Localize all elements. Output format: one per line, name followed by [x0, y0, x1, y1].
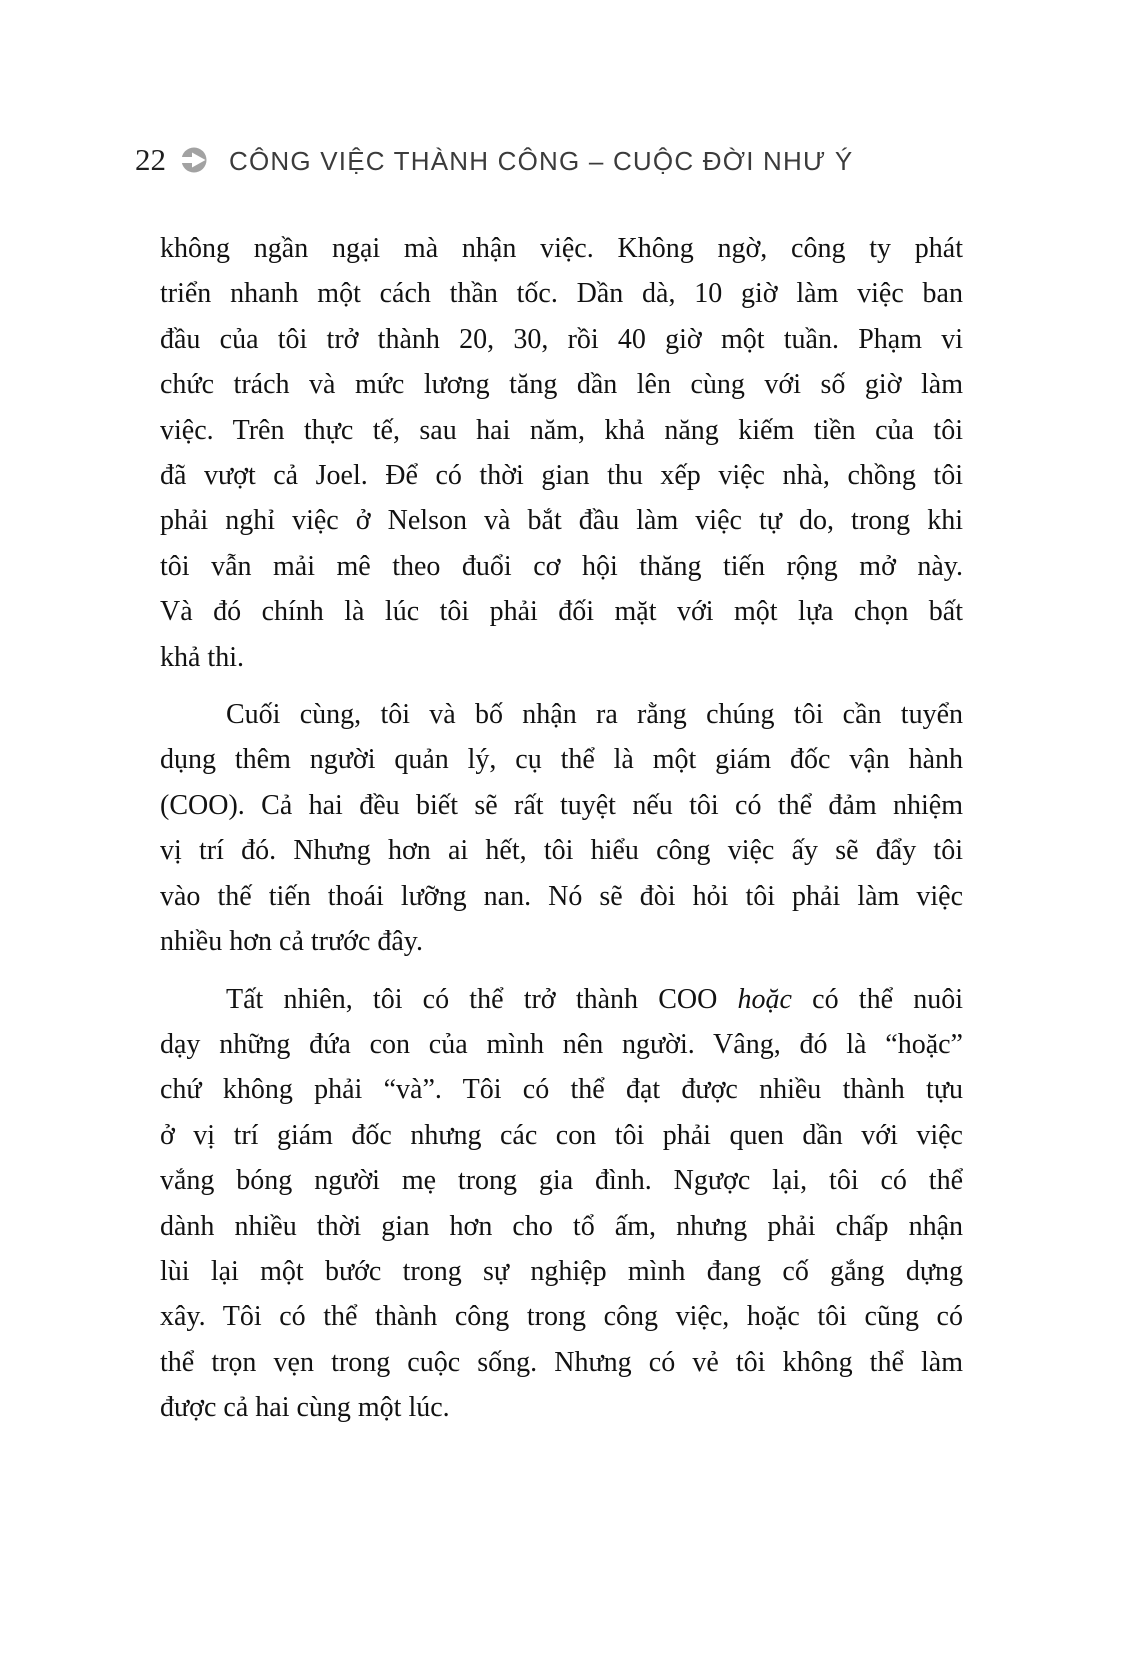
text-line: khả thi. [160, 641, 244, 673]
text-line: việc. Trên thực tế, sau hai năm, khả năng kiếm tiền của tôi [160, 414, 963, 446]
text-line: dành nhiều thời gian hơn cho tổ ấm, nhưng phải chấp nhận [160, 1210, 963, 1242]
text-line: dạy những đứa con của mình nên người. Vâng, đó là “hoặc” [160, 1028, 963, 1060]
text-line: nhiều hơn cả trước đây. [160, 926, 423, 958]
paragraphs [160, 226, 963, 1431]
page-number: 22 [135, 142, 166, 177]
text-line: được cả hai cùng một lúc. [160, 1392, 450, 1424]
running-head-title: CÔNG VIỆC THÀNH CÔNG – CUỘC ĐỜI NHƯ Ý [229, 145, 854, 176]
text-line: Cuối cùng, tôi và bố nhận ra rằng chúng tôi cần tuyển [226, 699, 963, 731]
text-line: thể trọn vẹn trong cuộc sống. Nhưng có vẻ tôi không thể làm [160, 1346, 963, 1378]
text-line: lùi lại một bước trong sự nghiệp mình đang cố gắng dựng [160, 1255, 963, 1287]
text-line: xây. Tôi có thể thành công trong công việc, hoặc tôi cũng có [160, 1301, 963, 1333]
text-line: Và đó chính là lúc tôi phải đối mặt với một lựa chọn bất [160, 596, 963, 628]
text-line: vị trí đó. Nhưng hơn ai hết, tôi hiểu công việc ấy sẽ đẩy tôi [160, 835, 963, 867]
text-line: không ngần ngại mà nhận việc. Không ngờ, công ty phát [160, 233, 963, 264]
text-line: đã vượt cả Joel. Để có thời gian thu xếp việc nhà, chồng tôi [160, 460, 963, 492]
text-line: (COO). Cả hai đều biết sẽ rất tuyệt nếu tôi có thể đảm nhiệm [160, 789, 963, 821]
text-line: phải nghỉ việc ở Nelson và bắt đầu làm việc tự do, trong khi [160, 505, 963, 537]
text-line: triển nhanh một cách thần tốc. Dần dà, 10 giờ làm việc ban [160, 278, 963, 310]
text-line: vắng bóng người mẹ trong gia đình. Ngược lại, tôi có thể [160, 1165, 963, 1197]
text-line: vào thế tiến thoái lưỡng nan. Nó sẽ đòi hỏi tôi phải làm việc [160, 880, 963, 912]
page-body [160, 226, 963, 1431]
text-line: chứ không phải “và”. Tôi có thể đạt được nhiều thành tựu [160, 1074, 963, 1106]
paragraph [160, 977, 963, 1431]
circle-arrow-right-icon [181, 147, 207, 173]
paragraph [160, 692, 963, 964]
text-line: đầu của tôi trở thành 20, 30, rồi 40 giờ một tuần. Phạm vi [160, 323, 963, 355]
text-line: dụng thêm người quản lý, cụ thể là một giám đốc vận hành [160, 744, 963, 776]
text-line: ở vị trí giám đốc nhưng các con tôi phải quen dần với việc [160, 1119, 963, 1151]
running-head [135, 144, 853, 175]
text-line: tôi vẫn mải mê theo đuổi cơ hội thăng tiến rộng mở này. [160, 550, 963, 582]
paragraph [160, 226, 963, 680]
text-line: chức trách và mức lương tăng dần lên cùng với số giờ làm [160, 369, 963, 401]
text-line: Tất nhiên, tôi có thể trở thành COO hoặc có thể nuôi [226, 983, 963, 1015]
